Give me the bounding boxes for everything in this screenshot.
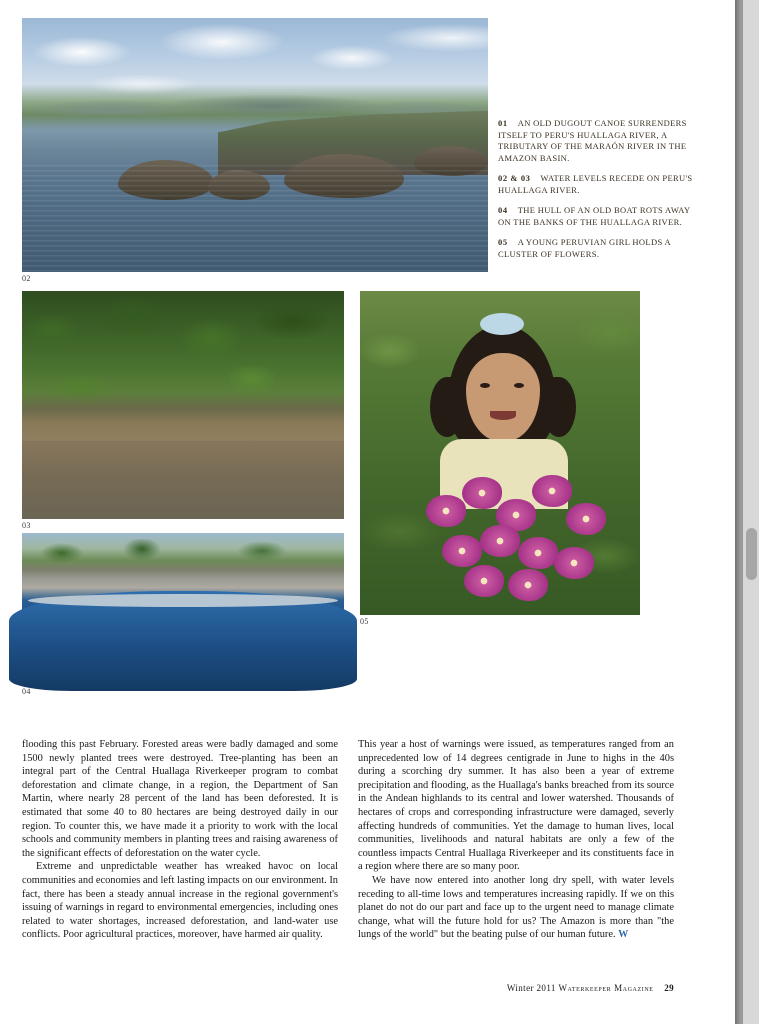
water-layer — [22, 441, 344, 519]
flower-shape — [566, 503, 606, 535]
photo-03-artwork — [22, 291, 344, 519]
legend-entry — [498, 205, 698, 228]
legend-entry-text: AN OLD DUGOUT CANOE SURRENDERS ITSELF TO PERU'S HUALLAGA RIVER, A TRIBUTARY OF THE MARAÓN RIVER IN THE AMAZON BASIN. — [498, 118, 687, 163]
body-column-right — [358, 738, 674, 942]
foliage-layer — [22, 291, 344, 419]
legend-entry-number: 05 — [498, 237, 508, 247]
photo-caption-number: 05 — [360, 617, 369, 626]
flower-shape — [518, 537, 558, 569]
hair-bow-shape — [480, 313, 524, 335]
photo-caption-number: 02 — [22, 274, 31, 283]
legend-entry-text: A YOUNG PERUVIAN GIRL HOLDS A CLUSTER OF FLOWERS. — [498, 237, 671, 259]
footer-issue: Winter 2011 — [506, 983, 556, 993]
body-paragraph — [358, 874, 674, 942]
eye-shape — [480, 383, 490, 388]
legend-entry-text: THE HULL OF AN OLD BOAT ROTS AWAY ON THE BANKS OF THE HUALLAGA RIVER. — [498, 205, 691, 227]
flower-shape — [480, 525, 520, 557]
end-mark: W — [618, 929, 629, 941]
body-paragraph-text: We have now entered into another long dry spell, with water levels receding to all-time lows and temperatures increasing rapidly. If we on this planet do not do our part and face up to the urgent need to manage climate change, what will the future hold for us? The Amazon is more than "the lungs of the world" but the beating pulse of our human future. — [358, 874, 674, 941]
flower-shape — [554, 547, 594, 579]
legend-entry — [498, 173, 698, 196]
photo-caption-number: 03 — [22, 521, 31, 530]
photo-legend-block — [498, 118, 698, 269]
flower-shape — [442, 535, 482, 567]
body-column-left — [22, 738, 338, 942]
treeline-layer — [22, 539, 344, 566]
flower-shape — [508, 569, 548, 601]
flower-shape — [426, 495, 466, 527]
footer-page-number: 29 — [664, 983, 674, 993]
photo-04-boat[interactable] — [22, 533, 344, 696]
flower-shape — [464, 565, 504, 597]
legend-entry-number: 01 — [498, 118, 508, 128]
water-ripple-layer — [22, 165, 488, 272]
smile-shape — [490, 411, 516, 420]
photo-05-girl-with-flowers[interactable] — [360, 291, 640, 626]
flower-shape — [532, 475, 572, 507]
photo-04-artwork — [22, 533, 344, 685]
page-footer — [358, 983, 674, 993]
hills-layer — [22, 92, 488, 115]
legend-entry-text: WATER LEVELS RECEDE ON PERU'S HUALLAGA RIVER. — [498, 173, 693, 195]
face-shape — [466, 353, 540, 441]
body-paragraph: flooding this past February. Forested areas were badly damaged and some 1500 newly planted trees were destroyed. Tree-planting has been an integral part of the Central Huallaga Riverkeeper program to combat deforestation and climate change, in a region, the Department of San Martin, where nearly 28 percent of the land has been deforested. It is estimated that some 40 to 80 hectares are being destroyed daily in our region. To counter this, we have made it a priority to work with the local schools and community members in planting trees and raising awareness of the significant effects of deforestation on the water cycle. — [22, 739, 338, 859]
body-paragraph: This year a host of warnings were issued, as temperatures ranged from an unprecedented low of 14 degrees centigrade in June to highs in the 40s during a scorching dry summer. It has also been a year of extreme precipitation and flooding, as the Huallaga's banks breached from its source in the Andean highlands to its central and lower watershed. Thousands of hectares of crops and corresponding infrastructure were damaged, severly affecting hundreds of communities. Yet the damage to human lives, local communities, livelihoods and natural habitats are only a few of the countless impacts Central Huallaga Riverkeeper and its constituents face in a region where there are so many poor. — [358, 739, 674, 873]
photo-02-artwork — [22, 18, 488, 272]
flower-shape — [462, 477, 502, 509]
legend-entry — [498, 237, 698, 260]
photo-05-artwork — [360, 291, 640, 615]
photo-caption-number: 04 — [22, 687, 31, 696]
page-edge-shadow — [735, 0, 740, 1024]
legend-entry — [498, 118, 698, 164]
photo-03-riverbank[interactable] — [22, 291, 344, 530]
legend-entry-number: 02 & 03 — [498, 173, 531, 183]
photo-02-river[interactable] — [22, 18, 488, 283]
scrollbar-thumb[interactable] — [746, 528, 757, 580]
clouds-layer — [22, 18, 488, 102]
footer-publication: Waterkeeper Magazine — [558, 983, 654, 993]
eye-shape — [514, 383, 524, 388]
body-paragraph: Extreme and unpredictable weather has wreaked havoc on local communities and economies and left lasting impacts on our environment. In fact, there has been a steady annual increase in the regional government's issuing of warnings in regard to environmental emergencies, including ones related to water shortages, increased deforestation, and land-water use conflicts. Poor agricultural practices, moreover, have harmed air quality. — [22, 861, 338, 941]
flower-cluster — [420, 469, 610, 599]
vertical-scrollbar[interactable] — [743, 0, 759, 1024]
legend-entry-number: 04 — [498, 205, 508, 215]
